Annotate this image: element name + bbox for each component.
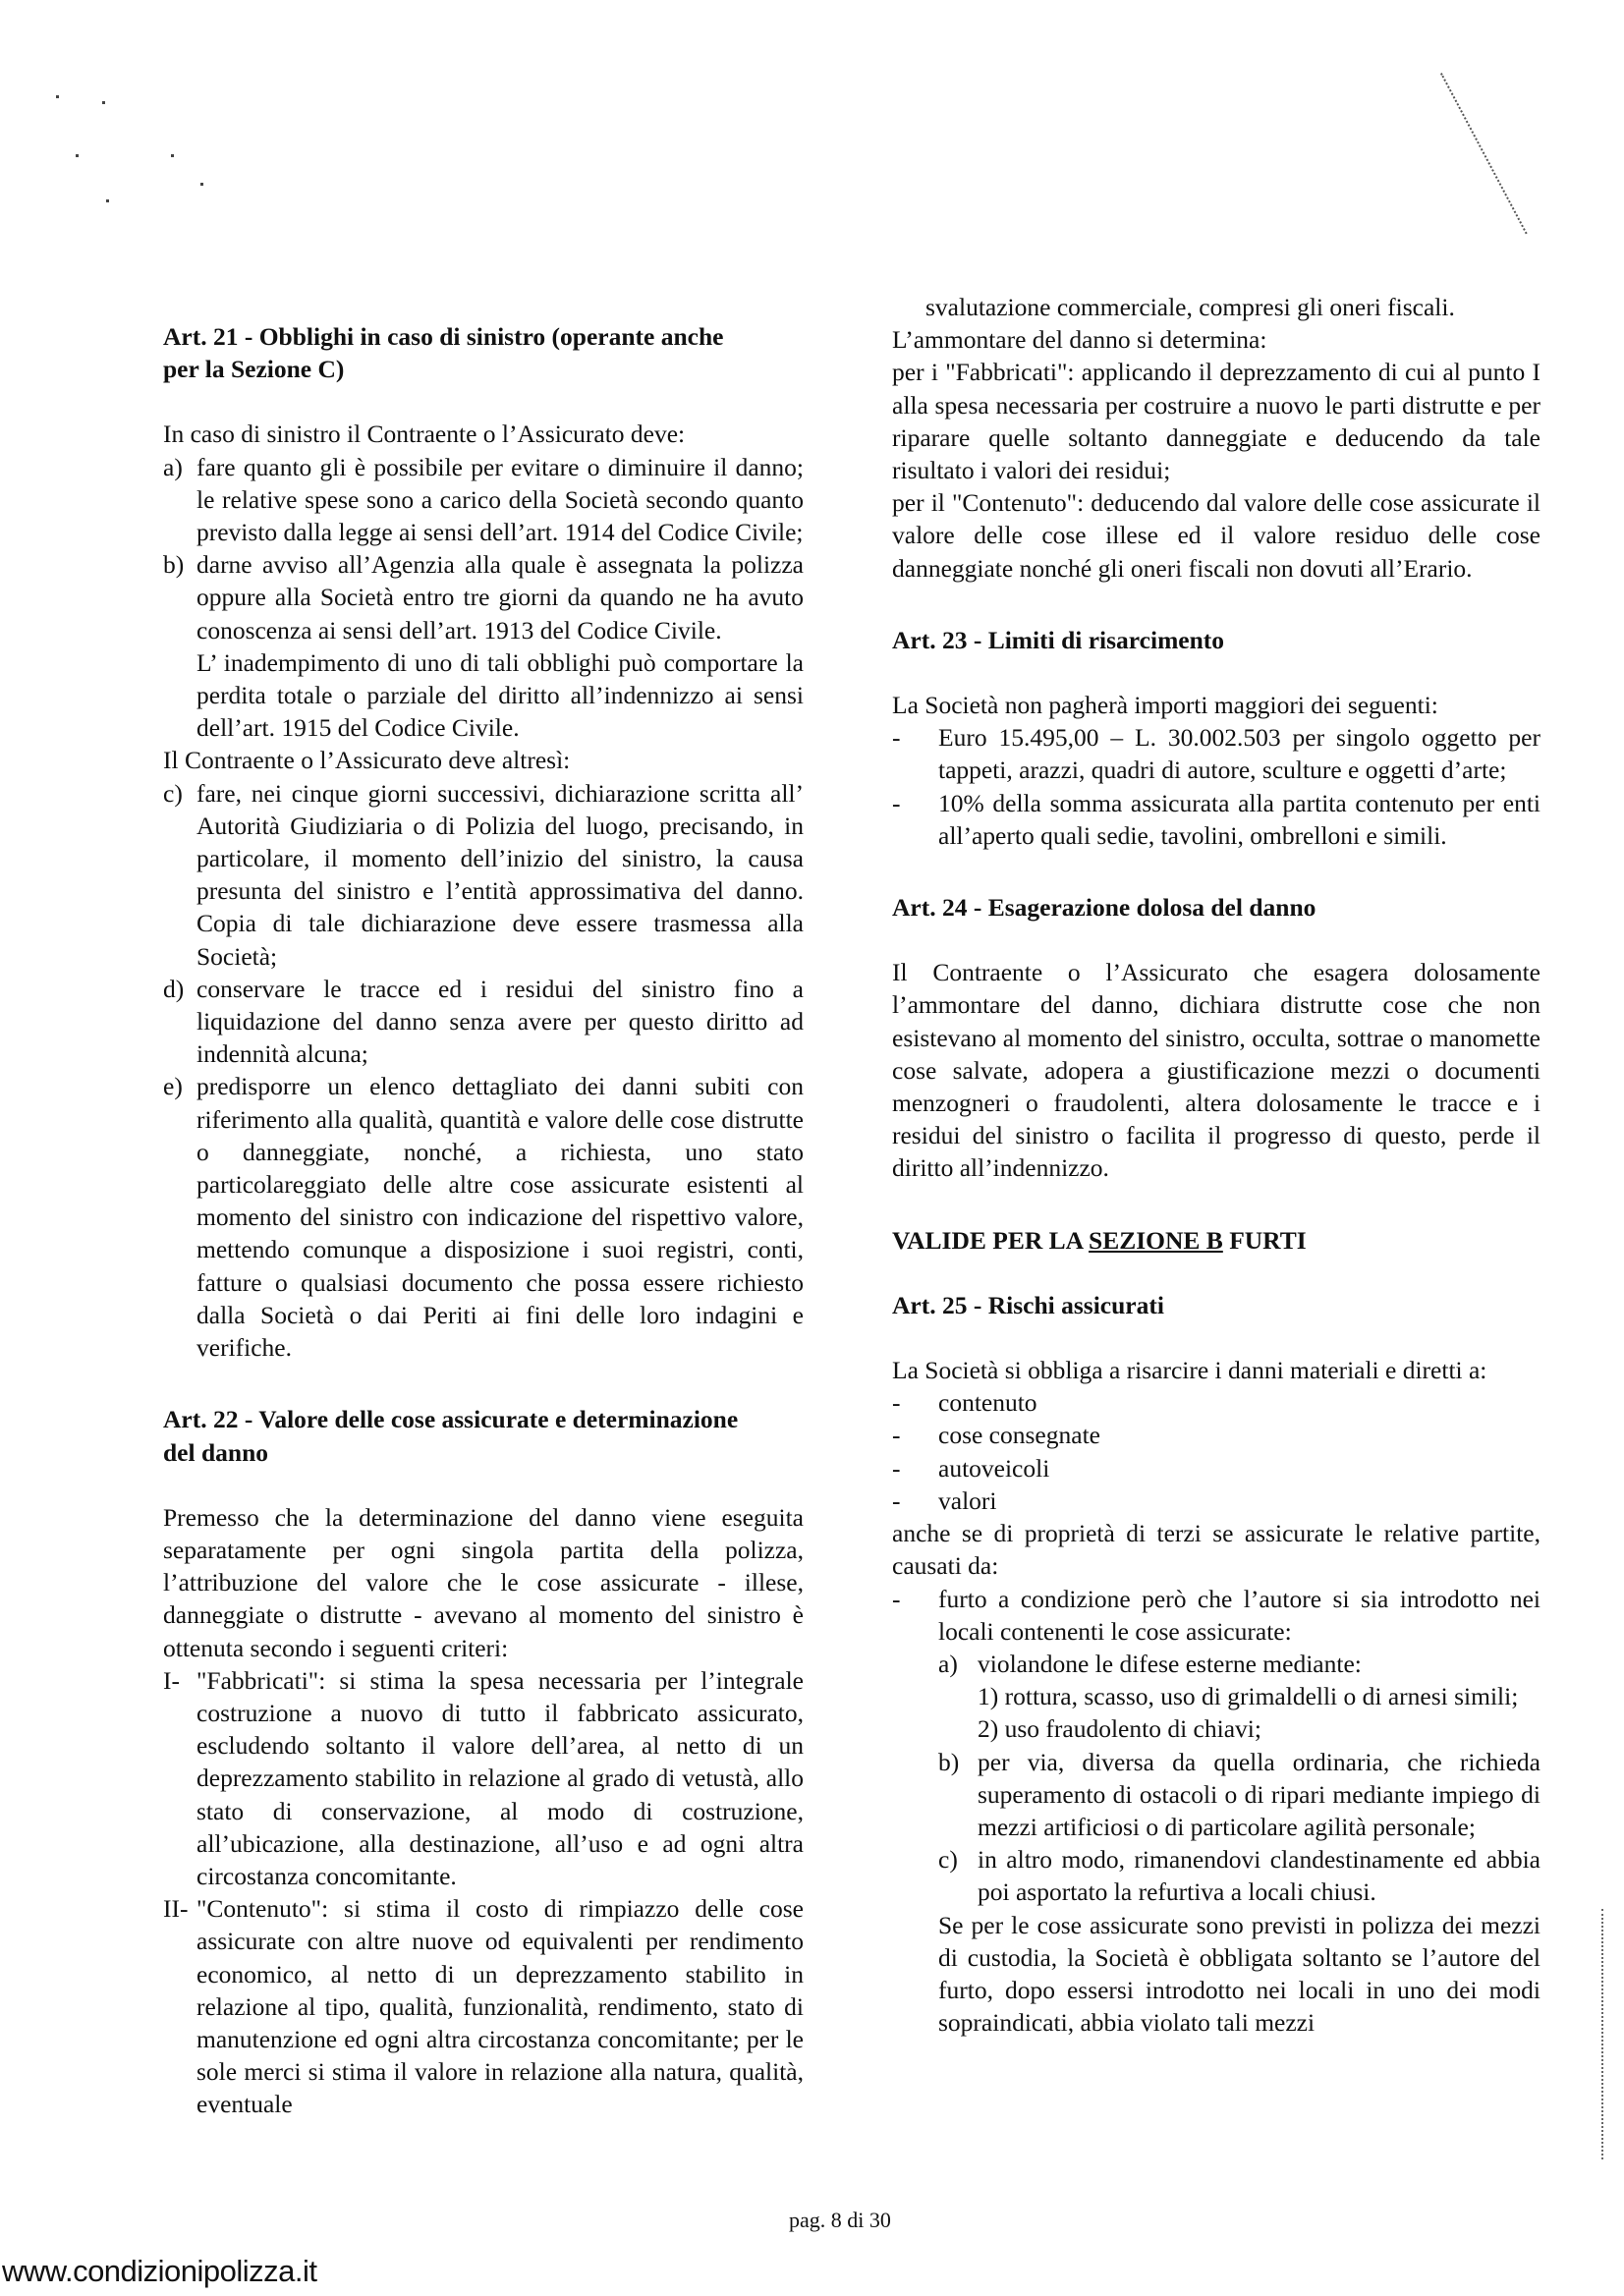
scan-artifact-edge [1601,1909,1604,2159]
damage-contenuto: per il "Contenuto": deducendo dal valore delle cose assicurate il valore delle cose illese ed il valore residuo delle cose danneggiate nonché gli oneri fiscali non dovuti all’Erario. [892,488,1540,583]
watermark-url: www.condizionipolizza.it [2,2254,317,2288]
article-21-intro-2: Il Contraente o l’Assicurato deve altresì: [163,746,571,775]
article-25 [892,1289,1540,2039]
list-item-furto: - furto a condizione però che l’autore si sia introdotto nei locali contenenti le cose assicurate: [892,1584,1540,1646]
scan-speck [171,154,174,157]
sub-item-c: c) in altro modo, rimanendovi clandestinamente ed abbia poi asportato la refurtiva a locali chiusi. [938,1845,1540,1907]
list-item: - Euro 15.495,00 – L. 30.002.503 per singolo oggetto per tappeti, arazzi, quadri di autore, sculture e oggetti d’arte; [892,723,1540,785]
damage-fabbricati: per i "Fabbricati": applicando il deprezzamento di cui al punto I alla spesa necessaria per costruire a nuovo le parti distrutte e per riparare quelle soltanto danneggiate e deducendo da tale risultato i valori dei residui; [892,358,1540,485]
article-24-heading: Art. 24 - Esagerazione dolosa del danno [892,893,1316,923]
article-21-intro: In caso di sinistro il Contraente o l’Assicurato deve: [163,420,686,449]
list-item: I- "Fabbricati": si stima la spesa necessaria per l’integrale costruzione a nuovo di tutto il fabbricato assicurato, escludendo soltanto il valore dell’area, al netto di un deprezzamento stabilito in relazione al grado di vetustà, allo stato di conservazione, al modo di costruzione, all’ubicazione, alla destinazione, all’uso e ad ogni altra circostanza concomitante. [163,1665,804,1890]
list-item: c) fare, nei cinque giorni successivi, dichiarazione scritta all’ Autorità Giudiziaria o di Polizia del luogo, precisando, in particolare, il momento dell’inizio del sinistro, la causa presunta del sinistro e l’entità approssimativa del danno. Copia di tale dichiarazione deve essere trasmessa alla Società; [163,778,804,971]
article-25-intro: La Società si obbliga a risarcire i danni materiali e diretti a: [892,1356,1487,1385]
list-item: - valori [892,1485,997,1515]
scan-artifact-line [1440,72,1529,234]
scan-speck [102,101,105,104]
damage-determination-intro: L’ammontare del danno si determina: [892,325,1267,355]
article-24-text: Il Contraente o l’Assicurato che esagera dolosamente l’ammontare del danno, dichiara distrutte cose che non esistevano al momento del sinistro, occulta, sottrae o manomette cose salvate, adopera a giustificazione mezzi o documenti menzogneri o fraudolenti, altera dolosamente le tracce e i residui del sinistro o facilita il progresso di questo, perde il diritto all’indennizzo. [892,958,1540,1183]
article-25-heading: Art. 25 - Rischi assicurati [892,1290,1164,1319]
article-22-heading: Art. 22 - Valore delle cose assicurate e determinazione del danno [163,1405,739,1467]
list-item: II- "Contenuto": si stima il costo di rimpiazzo delle cose assicurate con altre nuove od equivalenti per rendimento economico, al netto di un deprezzamento stabilito in relazione al tipo, qualità, funzionalità, rendimento, stato di manutenzione ed ogni altra circostanza concomitante; per le sole merci si stima il valore in relazione alla natura, qualità, eventuale [163,1894,804,2119]
list-item: b) darne avviso all’Agenzia alla quale è assegnata la polizza oppure alla Società entro tre giorni da quando ne ha avuto conoscenza ai sensi dell’art. 1913 del Codice Civile. [163,550,804,644]
article-22 [163,1403,804,2120]
left-column [163,320,804,2121]
article-22-continuation: svalutazione commerciale, compresi gli oneri fiscali. [925,293,1455,321]
list-item: - cose consegnate [892,1421,1100,1450]
list-item: - autoveicoli [892,1453,1050,1483]
list-item: - 10% della somma assicurata alla partita contenuto per enti all’aperto quali sedie, tavolini, ombrelloni e simili. [892,788,1540,850]
article-21-note: L’ inadempimento di uno di tali obblighi può comportare la perdita totale o parziale del diritto all’indennizzo ai sensi dell’art. 1915 del Codice Civile. [196,647,804,743]
list-item: e) predisporre un elenco dettagliato dei danni subiti con riferimento alla qualità, quantità e valore delle cose distrutte o danneggiate, nonché, a richiesta, uno stato particolareggiato delle altre cose assicurate esistenti al momento del sinistro con indicazione del rispettivo valore, mettendo comunque a disposizione i suoi registri, conti, fatture o qualsiasi documento che possa essere richiesto dalla Società o dai Periti ai fini delle loro indagini e verifiche. [163,1072,804,1363]
scan-speck [76,154,79,157]
scan-speck [56,95,59,98]
sub-item-a-1: 1) rottura, scasso, uso di grimaldelli o di arnesi simili; [978,1682,1519,1711]
scan-speck [200,183,203,186]
scan-speck [106,199,109,202]
sub-item-b: b) per via, diversa da quella ordinaria, che richieda superamento di ostacoli o di ripari mediante impiego di mezzi artificiosi o di particolare agilità personale; [938,1747,1540,1841]
article-25-after-list: anche se di proprietà di terzi se assicurate le relative partite, causati da: [892,1519,1540,1581]
article-25-closing: Se per le cose assicurate sono previsti in polizza dei mezzi di custodia, la Società è obbligata soltanto se l’autore del furto, dopo essersi introdotto nei locali in uno dei modi sopraindicati, abbia violato tali mezzi [938,1910,1540,2038]
sub-item-a: a) violandone le difese esterne mediante: [938,1649,1362,1678]
article-22-continued [892,291,1540,585]
article-23 [892,624,1540,852]
list-item: d) conservare le tracce ed i residui del sinistro fino a liquidazione del danno senza avere per questo diritto ad indennità alcuna; [163,974,804,1069]
list-item: a) fare quanto gli è possibile per evitare o diminuire il danno; le relative spese sono a carico della Società secondo quanto previsto dalla legge ai sensi dell’art. 1914 del Codice Civile; [163,452,804,547]
article-24 [892,891,1540,1185]
list-item: - contenuto [892,1388,1037,1418]
section-b-heading: VALIDE PER LA SEZIONE B FURTI [892,1225,1307,1255]
sub-item-a-2: 2) uso fraudolento di chiavi; [978,1714,1261,1744]
article-23-heading: Art. 23 - Limiti di risarcimento [892,625,1225,654]
article-23-intro: La Società non pagherà importi maggiori dei seguenti: [892,691,1438,720]
page-number: pag. 8 di 30 [789,2208,891,2232]
right-column [892,291,1540,2039]
article-21-heading: Art. 21 - Obblighi in caso di sinistro (operante anche per la Sezione C) [163,322,724,384]
article-22-intro: Premesso che la determinazione del danno viene eseguita separatamente per ogni singola partita della polizza, l’attribuzione del valore che le cose assicurate - illese, danneggiate o distrutte - avevano al momento del sinistro è ottenuta secondo i seguenti criteri: [163,1502,804,1662]
article-21 [163,320,804,1364]
